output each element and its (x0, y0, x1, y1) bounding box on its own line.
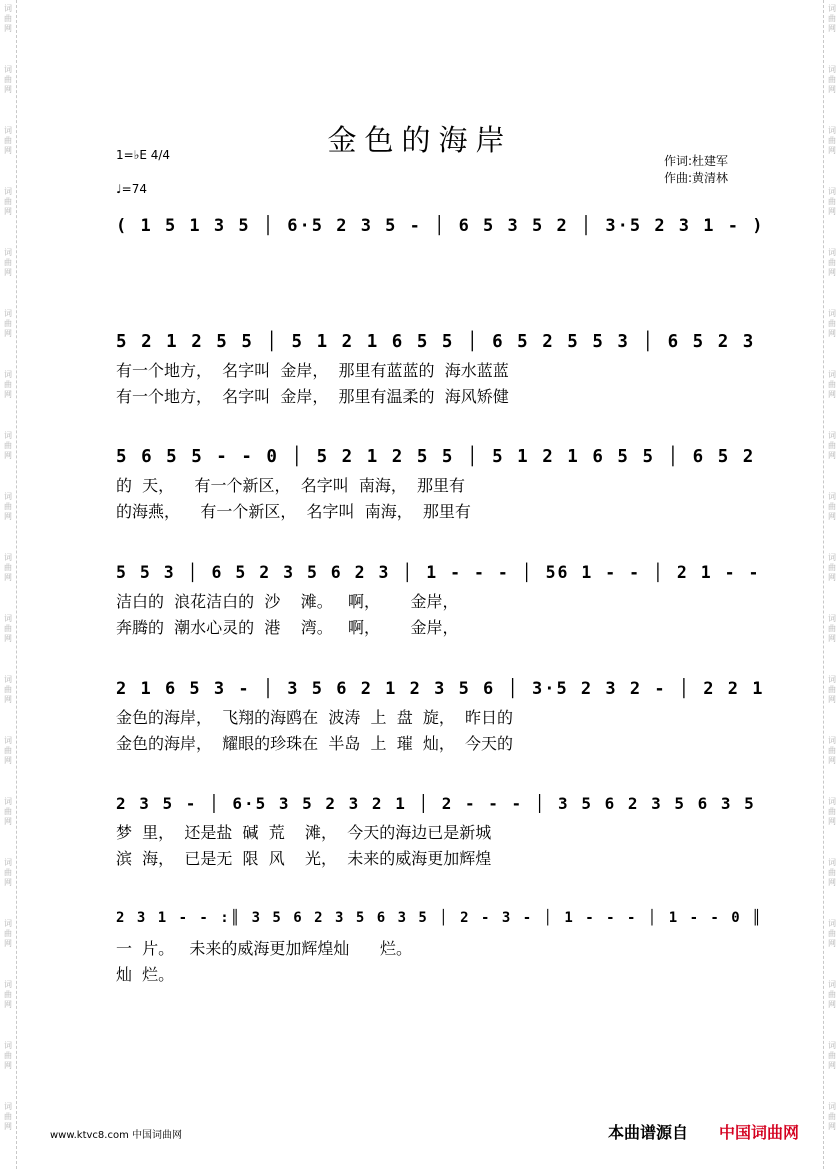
watermark-text: 词曲网 (828, 65, 836, 94)
score-row-5-lyric-1: 梦 里， 还是盐 碱 荒 滩， 今天的海边已是新城 (116, 823, 492, 842)
watermark-text: 词曲网 (4, 1102, 12, 1131)
watermark-text: 词曲网 (4, 492, 12, 521)
watermark-text: 词曲网 (4, 187, 12, 216)
score-row-3-lyric-2: 奔腾的 潮水心灵的 港 湾。 啊， 金岸， (116, 618, 459, 637)
watermark-text: 词曲网 (828, 980, 836, 1009)
right-watermark-strip (823, 0, 840, 1169)
score-row-6-lyric-1: 一 片。 未来的威海更加辉煌灿 烂。 (116, 939, 412, 958)
score-row-2-notes: 5 6 5 5 - - 0 │ 5 2 1 2 5 5 │ 5 1 2 1 6 5 5 │ 6 5 2 (116, 447, 756, 467)
score-row-1-lyric-2: 有一个地方， 名字叫 金岸， 那里有温柔的 海风矫健 (116, 387, 509, 406)
score-row-6-lyric-2: 灿 烂。 (116, 965, 175, 984)
watermark-text: 词曲网 (4, 614, 12, 643)
watermark-text: 词曲网 (4, 736, 12, 765)
footer-brand-link[interactable]: 中国词曲网 (719, 1123, 800, 1142)
watermark-text: 词曲网 (4, 980, 12, 1009)
score-row-2-lyric-1: 的 天， 有一个新区， 名字叫 南海， 那里有 (116, 476, 466, 495)
composer-credit: 作曲:黄清林 (664, 171, 729, 185)
credits (664, 153, 728, 187)
watermark-text: 词曲网 (4, 797, 12, 826)
watermark-text: 词曲网 (828, 4, 836, 33)
score-row-0-notes: ( 1 5 1 3 5 │ 6·5 2 3 5 - │ 6 5 3 5 2 │ 3·5 2 3 1 - ) (116, 216, 765, 236)
watermark-text: 词曲网 (828, 309, 836, 338)
watermark-text: 词曲网 (828, 1041, 836, 1070)
watermark-text: 词曲网 (828, 248, 836, 277)
watermark-text: 词曲网 (4, 553, 12, 582)
watermark-text: 词曲网 (4, 309, 12, 338)
watermark-text: 词曲网 (828, 919, 836, 948)
watermark-text: 词曲网 (828, 675, 836, 704)
watermark-text: 词曲网 (828, 370, 836, 399)
watermark-text: 词曲网 (828, 187, 836, 216)
song-title: 金色的海岸 (327, 123, 513, 157)
watermark-text: 词曲网 (828, 492, 836, 521)
watermark-text: 词曲网 (4, 1041, 12, 1070)
watermark-text: 词曲网 (828, 1102, 836, 1131)
watermark-text: 词曲网 (4, 370, 12, 399)
watermark-text: 词曲网 (4, 248, 12, 277)
watermark-text: 词曲网 (828, 797, 836, 826)
score-row-1-lyric-1: 有一个地方， 名字叫 金岸， 那里有蓝蓝的 海水蓝蓝 (116, 361, 509, 380)
score-row-3-lyric-1: 洁白的 浪花洁白的 沙 滩。 啊， 金岸， (116, 592, 459, 611)
watermark-text: 词曲网 (4, 126, 12, 155)
tempo-mark: ♩=74 (116, 182, 147, 196)
footer-site: www.ktvc8.com 中国词曲网 (50, 1130, 183, 1141)
key-signature: 1=♭E 4/4 (116, 148, 171, 162)
watermark-text: 词曲网 (828, 614, 836, 643)
score-row-4-lyric-2: 金色的海岸， 耀眼的珍珠在 半岛 上 璀 灿， 今天的 (116, 734, 514, 753)
score-row-1-notes: 5 2 1 2 5 5 │ 5 1 2 1 6 5 5 │ 6 5 2 5 5 3 │ 6 5 2 3 (116, 332, 756, 352)
left-watermark-strip (0, 0, 17, 1169)
watermark-text: 词曲网 (828, 736, 836, 765)
watermark-text: 词曲网 (828, 553, 836, 582)
watermark-text: 词曲网 (828, 126, 836, 155)
score-row-4-lyric-1: 金色的海岸， 飞翔的海鸥在 波涛 上 盘 旋， 昨日的 (116, 708, 514, 727)
score-row-2-lyric-2: 的海燕， 有一个新区， 名字叫 南海， 那里有 (116, 502, 471, 521)
watermark-text: 词曲网 (4, 675, 12, 704)
score-row-5-notes: 2 3 5 - │ 6·5 3 5 2 3 2 1 │ 2 - - - │ 3 5 6 2 3 5 6 3 5 (116, 794, 756, 813)
watermark-text: 词曲网 (4, 431, 12, 460)
footer-source-label: 本曲谱源自 (608, 1123, 689, 1142)
score-row-4-notes: 2 1 6 5 3 - │ 3 5 6 2 1 2 3 5 6 │ 3·5 2 3 2 - │ 2 2 1 (116, 679, 765, 699)
watermark-text: 词曲网 (828, 858, 836, 887)
score-row-6-notes: 2 3 1 - - :║ 3 5 6 2 3 5 6 3 5 │ 2 - 3 - │ 1 - - - │ 1 - - 0 ║ (116, 910, 763, 926)
score-row-5-lyric-2: 滨 海， 已是无 限 风 光， 未来的威海更加辉煌 (116, 849, 492, 868)
watermark-text: 词曲网 (4, 919, 12, 948)
watermark-text: 词曲网 (4, 4, 12, 33)
watermark-text: 词曲网 (4, 858, 12, 887)
watermark-text: 词曲网 (828, 431, 836, 460)
watermark-text: 词曲网 (4, 65, 12, 94)
score-row-3-notes: 5 5 3 │ 6 5 2 3 5 6 2 3 │ 1 - - - │ 56 1 - - │ 2 1 - - (116, 563, 761, 582)
lyricist-credit: 作词:杜建军 (664, 154, 729, 168)
